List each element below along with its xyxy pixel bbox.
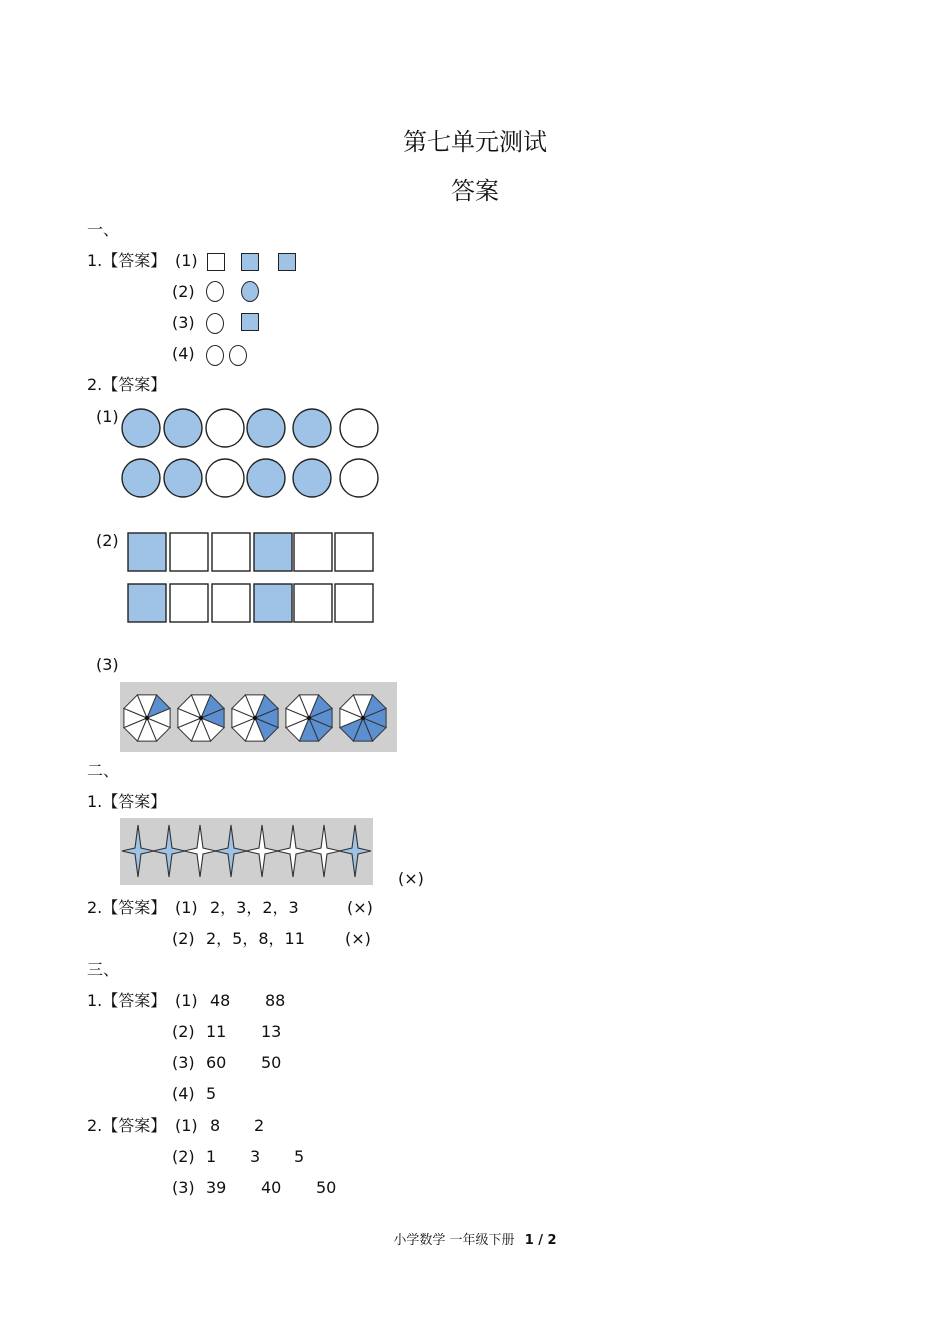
judgement-mark: (×): [345, 929, 371, 948]
shaded-circle: [122, 409, 160, 447]
circle: [206, 459, 244, 497]
part-label: (3): [96, 655, 119, 674]
part-label: (2): [172, 1022, 195, 1041]
question-label: 1.【答案】: [87, 991, 167, 1010]
answer-value: 11: [206, 1022, 227, 1041]
part-label: (4): [172, 344, 195, 363]
octagon: [124, 695, 170, 741]
page-subtitle: 答案: [451, 177, 499, 205]
answer-value: 88: [265, 991, 286, 1010]
shaded-circle: [164, 409, 202, 447]
answer-value: 1: [206, 1147, 217, 1166]
shaded-circle: [293, 409, 331, 447]
shaded-square-shape: [278, 253, 296, 271]
answer-value: 5: [206, 1084, 217, 1103]
answer-value: 50: [316, 1178, 337, 1197]
footer-text: 小学数学 一年级下册: [393, 1233, 515, 1248]
answer-value: 5: [294, 1147, 305, 1166]
part-label: (2): [96, 531, 119, 550]
square: [335, 584, 373, 622]
part-label: (1): [96, 407, 119, 426]
question-label: 1.【答案】: [87, 792, 167, 811]
question-label: 2.【答案】: [87, 1116, 167, 1135]
square: [294, 533, 332, 571]
circle: [340, 459, 378, 497]
answer-value: 3: [250, 1147, 261, 1166]
shaded-square-shape: [241, 253, 259, 271]
part-label: (1): [175, 251, 198, 270]
shaded-oval-shape: [241, 281, 259, 302]
answer-value: 40: [261, 1178, 282, 1197]
octagon-center: [253, 716, 257, 720]
oval-shape: [206, 313, 224, 334]
part-label: (3): [172, 1053, 195, 1072]
part-label: (1): [175, 898, 198, 917]
octagons-figure: [120, 682, 397, 752]
stars-figure: [120, 818, 373, 885]
section-heading-3: 三、: [87, 960, 120, 979]
octagon: [286, 695, 332, 741]
question-label: 1.【答案】: [87, 251, 167, 270]
answer-value: 60: [206, 1053, 227, 1072]
shaded-circle: [247, 409, 285, 447]
answer-value: 39: [206, 1178, 227, 1197]
circles-figure: [118, 405, 388, 501]
judgement-mark: (×): [347, 898, 373, 917]
judgement-mark: (×): [398, 869, 424, 888]
square-shape: [207, 253, 225, 271]
squares-figure: [124, 530, 376, 626]
page-footer: [0, 1229, 950, 1248]
octagon: [340, 695, 386, 741]
square: [212, 533, 250, 571]
shaded-square: [128, 584, 166, 622]
question-label: 2.【答案】: [87, 898, 167, 917]
part-label: (1): [175, 991, 198, 1010]
shaded-square-shape: [241, 313, 259, 331]
answer-value: 48: [210, 991, 231, 1010]
shaded-square: [128, 533, 166, 571]
square: [170, 533, 208, 571]
octagon: [178, 695, 224, 741]
shaded-circle: [122, 459, 160, 497]
part-label: (2): [172, 929, 195, 948]
square: [212, 584, 250, 622]
octagon-center: [145, 716, 149, 720]
question-label: 2.【答案】: [87, 375, 167, 394]
circle: [340, 409, 378, 447]
shaded-square: [254, 533, 292, 571]
part-label: (1): [175, 1116, 198, 1135]
oval-shape: [206, 281, 224, 302]
shaded-circle: [164, 459, 202, 497]
part-label: (2): [172, 1147, 195, 1166]
square: [335, 533, 373, 571]
shaded-square: [254, 584, 292, 622]
oval-shape: [206, 345, 224, 366]
part-label: (3): [172, 313, 195, 332]
part-label: (2): [172, 282, 195, 301]
shaded-circle: [247, 459, 285, 497]
answer-value: 13: [261, 1022, 282, 1041]
section-heading-2: 二、: [87, 761, 120, 780]
square: [170, 584, 208, 622]
square: [294, 584, 332, 622]
answer-value: 2，3，2，3: [210, 898, 299, 917]
octagon-center: [307, 716, 311, 720]
answer-value: 2，5，8，11: [206, 929, 305, 948]
answer-value: 8: [210, 1116, 221, 1135]
page-title: 第七单元测试: [403, 128, 547, 156]
answer-value: 50: [261, 1053, 282, 1072]
circle: [206, 409, 244, 447]
octagon-center: [361, 716, 365, 720]
answer-value: 2: [254, 1116, 265, 1135]
octagon: [232, 695, 278, 741]
part-label: (4): [172, 1084, 195, 1103]
part-label: (3): [172, 1178, 195, 1197]
section-heading-1: 一、: [87, 220, 120, 239]
page-number: 1 / 2: [524, 1233, 557, 1248]
oval-shape: [229, 345, 247, 366]
octagon-center: [199, 716, 203, 720]
shaded-circle: [293, 459, 331, 497]
